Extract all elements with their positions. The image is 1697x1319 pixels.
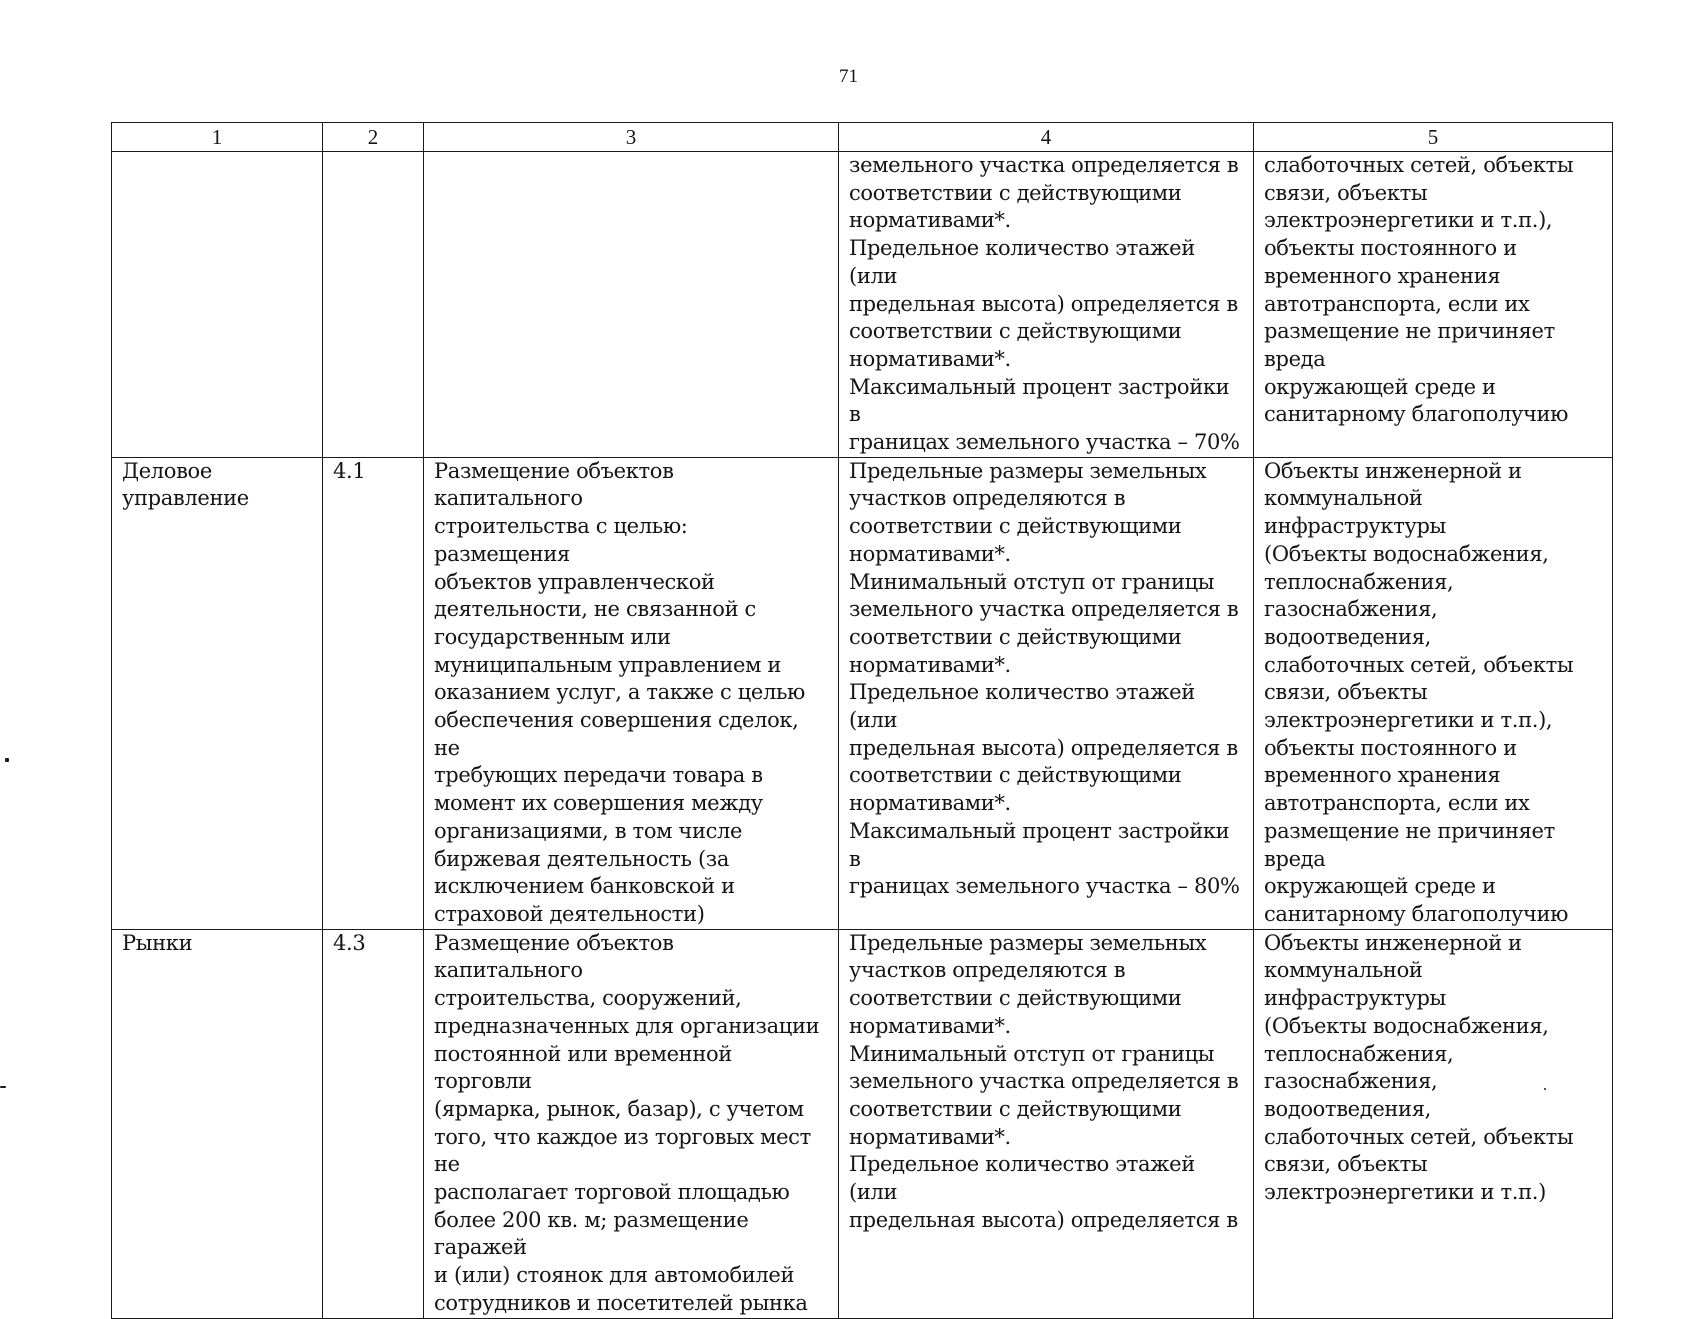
land-use-table xyxy=(111,122,1613,1319)
use-type-name: Рынки xyxy=(112,929,323,1318)
header-col-5: 5 xyxy=(1254,123,1613,152)
scan-speck xyxy=(0,1086,6,1088)
scan-speck xyxy=(5,758,9,762)
use-type-parameters: Предельные размеры земельных участков определяются в соответствии с действующими нормативами*. Минимальный отступ от границы земельного участка определяется в соответствии с действующими нормативами*. Предельное количество этажей (или предельная высота) определяется в xyxy=(839,929,1254,1318)
use-type-code: 4.3 xyxy=(323,929,424,1318)
header-row xyxy=(112,123,1613,152)
use-type-auxiliary: Объекты инженерной и коммунальной инфраструктуры (Объекты водоснабжения, теплоснабжения, газоснабжения, водоотведения, слаботочных сетей, объекты связи, объекты электроэнергетики и т.п.), объекты постоянного и временного хранения автотранспорта, если их размещение не причиняет вреда окружающей среде и санитарному благополучию xyxy=(1254,457,1613,929)
header-col-1: 1 xyxy=(112,123,323,152)
use-type-description: Размещение объектов капитального строительства с целью: размещения объектов управленческой деятельности, не связанной с государственным или муниципальным управлением и оказанием услуг, а также с целью обеспечения совершения сделок, не требующих передачи товара в момент их совершения между организациями, в том числе биржевая деятельность (за исключением банковской и страховой деятельности) xyxy=(424,457,839,929)
use-type-description xyxy=(424,152,839,458)
use-type-auxiliary: Объекты инженерной и коммунальной инфраструктуры (Объекты водоснабжения, теплоснабжения, газоснабжения, водоотведения, слаботочных сетей, объекты связи, объекты электроэнергетики и т.п.) xyxy=(1254,929,1613,1318)
use-type-name: Деловое управление xyxy=(112,457,323,929)
header-col-4: 4 xyxy=(839,123,1254,152)
header-col-3: 3 xyxy=(424,123,839,152)
table-row xyxy=(112,929,1613,1318)
use-type-code: 4.1 xyxy=(323,457,424,929)
use-type-name xyxy=(112,152,323,458)
page-number: 71 xyxy=(839,66,858,87)
scan-speck xyxy=(1544,1088,1546,1090)
use-type-code xyxy=(323,152,424,458)
use-type-auxiliary: слаботочных сетей, объекты связи, объекты электроэнергетики и т.п.), объекты постоянного и временного хранения автотранспорта, если их размещение не причиняет вреда окружающей среде и санитарному благополучию xyxy=(1254,152,1613,458)
table-row xyxy=(112,152,1613,458)
use-type-parameters: Предельные размеры земельных участков определяются в соответствии с действующими нормативами*. Минимальный отступ от границы земельного участка определяется в соответствии с действующими нормативами*. Предельное количество этажей (или предельная высота) определяется в соответствии с действующими нормативами*. Максимальный процент застройки в границах земельного участка – 80% xyxy=(839,457,1254,929)
use-type-description: Размещение объектов капитального строительства, сооружений, предназначенных для организации постоянной или временной торговли (ярмарка, рынок, базар), с учетом того, что каждое из торговых мест не располагает торговой площадью более 200 кв. м; размещение гаражей и (или) стоянок для автомобилей сотрудников и посетителей рынка xyxy=(424,929,839,1318)
table-row xyxy=(112,457,1613,929)
use-type-parameters: земельного участка определяется в соответствии с действующими нормативами*. Предельное количество этажей (или предельная высота) определяется в соответствии с действующими нормативами*. Максимальный процент застройки в границах земельного участка – 70% xyxy=(839,152,1254,458)
header-col-2: 2 xyxy=(323,123,424,152)
